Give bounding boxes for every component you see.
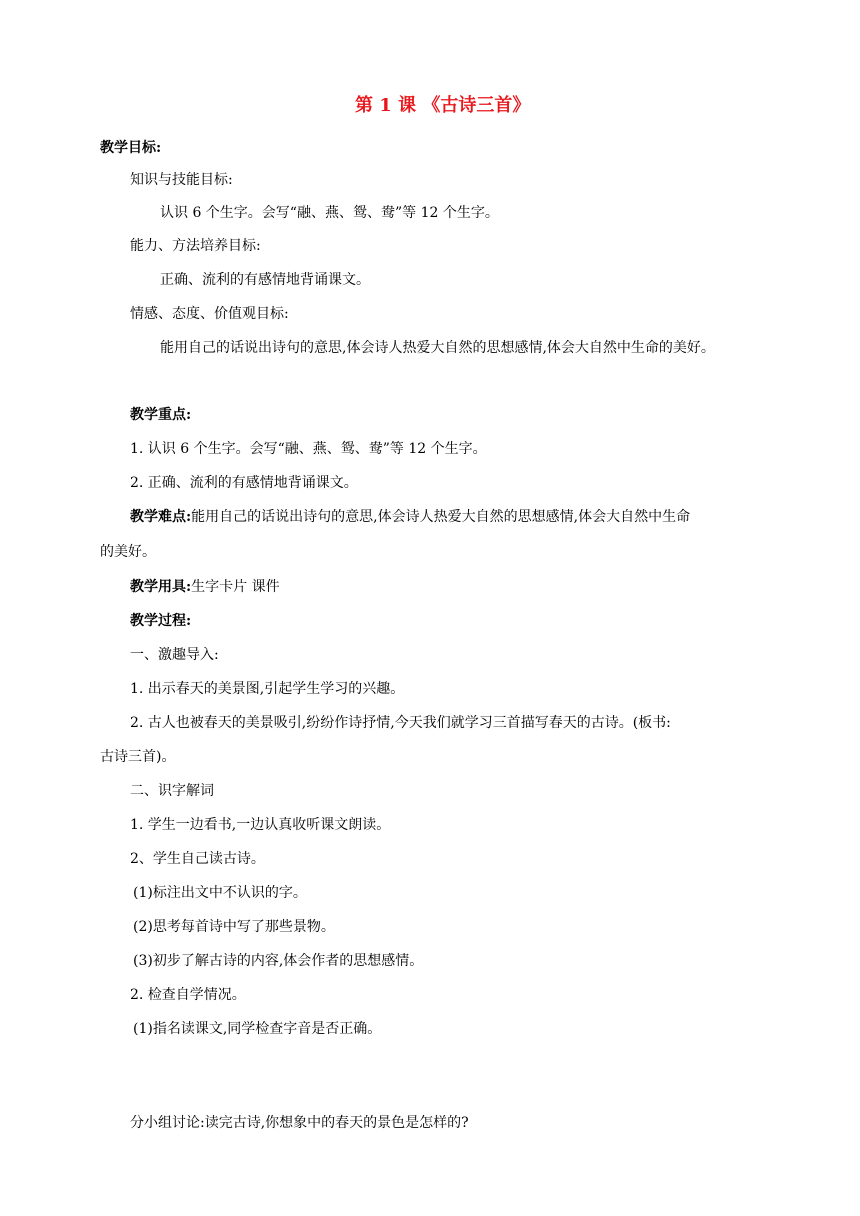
page-title: 第 1 课 《古诗三首》 [355, 95, 531, 116]
difficulty-label: 教学难点: [130, 509, 192, 525]
process-heading: 教学过程: [130, 613, 192, 629]
goal2-text: 正确、流利的有感情地背诵课文。 [160, 272, 370, 288]
difficulty-cont: 的美好。 [100, 544, 156, 560]
key-heading: 教学重点: [130, 407, 192, 423]
goal2-heading: 能力、方法培养目标: [130, 238, 261, 254]
step2-item-3: 2. 检查自学情况。 [130, 987, 246, 1003]
step1-item-2-cont: 古诗三首)。 [100, 749, 176, 765]
step2-heading: 二、识字解词 [130, 783, 214, 799]
step1-item-2: 2. 古人也被春天的美景吸引,纷纷作诗抒情,今天我们就学习三首描写春天的古诗。(板书: [130, 715, 671, 731]
key-item-1: 1. 认识 6 个生字。会写“融、燕、鸳、鸯”等 12 个生字。 [130, 441, 487, 457]
step2-sub-1: (1)标注出文中不认识的字。 [133, 885, 307, 901]
step2-item-1: 1. 学生一边看书,一边认真收听课文朗读。 [130, 817, 391, 833]
goal3-text: 能用自己的话说出诗句的意思,体会诗人热爱大自然的思想感情,体会大自然中生命的美好。 [160, 340, 715, 356]
difficulty-text: 能用自己的话说出诗句的意思,体会诗人热爱大自然的思想感情,体会大自然中生命 [191, 509, 691, 525]
goals-heading: 教学目标: [100, 140, 162, 156]
goal3-heading: 情感、态度、价值观目标: [130, 306, 289, 322]
key-item-2: 2. 正确、流利的有感情地背诵课文。 [130, 475, 358, 491]
step1-item-1: 1. 出示春天的美景图,引起学生学习的兴趣。 [130, 681, 405, 697]
step1-heading: 一、激趣导入: [130, 647, 219, 663]
goal1-heading: 知识与技能目标: [130, 172, 233, 188]
difficulty-line [130, 507, 690, 527]
step2-sub-4: (1)指名读课文,同学检查字音是否正确。 [133, 1021, 382, 1037]
goal1-text: 认识 6 个生字。会写“融、燕、鸳、鸯”等 12 个生字。 [160, 205, 499, 221]
step2-sub-3: (3)初步了解古诗的内容,体会作者的思想感情。 [133, 953, 424, 969]
step2-item-2: 2、学生自己读古诗。 [130, 851, 265, 867]
tools-text: 生字卡片 课件 [191, 579, 280, 595]
discussion: 分小组讨论:读完古诗,你想象中的春天的景色是怎样的? [130, 1115, 469, 1131]
step2-sub-2: (2)思考每首诗中写了那些景物。 [133, 919, 335, 935]
tools-label: 教学用具: [130, 579, 192, 595]
tools-line [130, 577, 280, 597]
